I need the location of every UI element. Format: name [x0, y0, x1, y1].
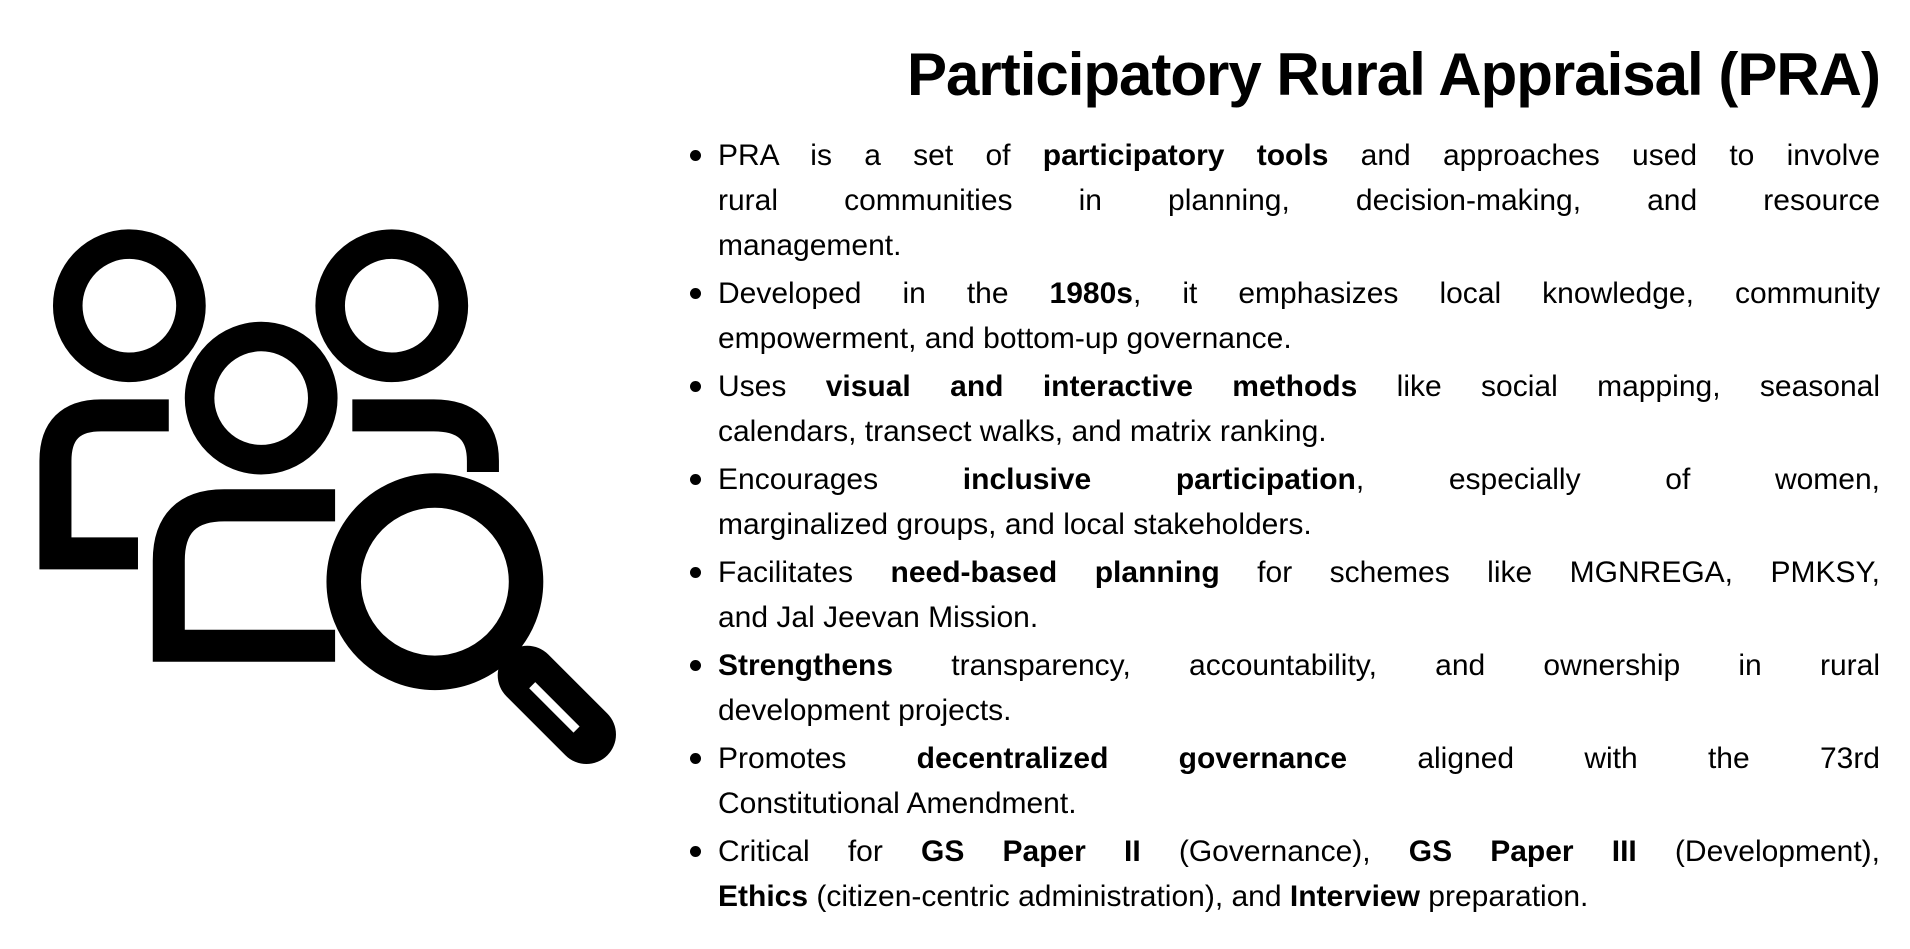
- text: development projects.: [718, 694, 1012, 727]
- text: for schemes like MGNREGA, PMKSY,: [1219, 556, 1880, 589]
- bold-text: GS Paper II: [920, 835, 1141, 868]
- list-item: [690, 271, 1880, 361]
- text-line: [718, 364, 1880, 409]
- text-line: [718, 223, 1880, 268]
- list-item: [690, 133, 1880, 268]
- magnifier-lens: [344, 491, 526, 673]
- list-item: [690, 736, 1880, 826]
- bullet-dot-icon: [690, 288, 701, 299]
- bold-text: Ethics: [718, 880, 809, 913]
- text: and approaches used to involve: [1328, 139, 1881, 172]
- bullet-list: [690, 133, 1880, 922]
- text: (Governance),: [1140, 835, 1409, 868]
- bullet-dot-icon: [690, 846, 701, 857]
- text: management.: [718, 229, 902, 262]
- text: and Jal Jeevan Mission.: [718, 601, 1039, 634]
- right-person-head: [330, 244, 453, 367]
- text: Facilitates: [718, 556, 891, 589]
- text: , especially of women,: [1355, 463, 1880, 496]
- text: preparation.: [1419, 880, 1589, 913]
- middle-person-head: [200, 337, 323, 460]
- bold-text: need-based planning: [890, 556, 1220, 589]
- bullet-dot-icon: [690, 474, 701, 485]
- text: calendars, transect walks, and matrix ranking.: [718, 415, 1327, 448]
- bullet-dot-icon: [690, 381, 701, 392]
- list-item: [690, 364, 1880, 454]
- text: , it emphasizes local knowledge, community: [1132, 277, 1880, 310]
- bullet-dot-icon: [690, 660, 701, 671]
- text-line: [718, 502, 1880, 547]
- middle-person-body: [169, 505, 335, 645]
- bold-text: inclusive participation: [962, 463, 1356, 496]
- text: Promotes: [718, 742, 917, 775]
- text: (Development),: [1636, 835, 1880, 868]
- text-line: [718, 829, 1880, 874]
- list-item: [690, 457, 1880, 547]
- bold-text: Interview: [1289, 880, 1420, 913]
- text-line: [718, 178, 1880, 223]
- text: Developed in the: [718, 277, 1050, 310]
- bold-text: participatory tools: [1042, 139, 1329, 172]
- text: Critical for: [718, 835, 921, 868]
- text: empowerment, and bottom-up governance.: [718, 322, 1292, 355]
- text-line: [718, 595, 1880, 640]
- bullet-dot-icon: [690, 150, 701, 161]
- text-line: [718, 736, 1880, 781]
- page-title: Participatory Rural Appraisal (PRA): [906, 41, 1880, 108]
- text: rural communities in planning, decision-making, and resource: [718, 184, 1880, 217]
- text: Uses: [718, 370, 826, 403]
- text-line: [718, 271, 1880, 316]
- text: (citizen-centric administration), and: [808, 880, 1290, 913]
- bold-text: 1980s: [1049, 277, 1133, 310]
- list-item: [690, 550, 1880, 640]
- bullet-dot-icon: [690, 753, 701, 764]
- left-person-head: [68, 244, 191, 367]
- text-line: [718, 781, 1880, 826]
- text: PRA is a set of: [718, 139, 1043, 172]
- bullet-dot-icon: [690, 567, 701, 578]
- text-line: [718, 133, 1880, 178]
- list-item: [690, 643, 1880, 733]
- text-line: [718, 874, 1880, 919]
- bold-text: Strengthens: [718, 649, 894, 682]
- list-item: [690, 829, 1880, 919]
- text: like social mapping, seasonal: [1357, 370, 1880, 403]
- text-line: [718, 457, 1880, 502]
- text-line: [718, 688, 1880, 733]
- text: Encourages: [718, 463, 963, 496]
- text-line: [718, 409, 1880, 454]
- bold-text: GS Paper III: [1408, 835, 1637, 868]
- text-line: [718, 550, 1880, 595]
- bold-text: visual and interactive methods: [825, 370, 1358, 403]
- text: marginalized groups, and local stakeholders.: [718, 508, 1312, 541]
- left-person-body: [55, 415, 168, 553]
- people-search-icon: [0, 0, 640, 949]
- text-line: [718, 316, 1880, 361]
- text-line: [718, 643, 1880, 688]
- right-person-body: [352, 415, 483, 472]
- text: Constitutional Amendment.: [718, 787, 1077, 820]
- bold-text: decentralized governance: [916, 742, 1348, 775]
- text: aligned with the 73rd: [1347, 742, 1880, 775]
- text: transparency, accountability, and ownership in rural: [893, 649, 1880, 682]
